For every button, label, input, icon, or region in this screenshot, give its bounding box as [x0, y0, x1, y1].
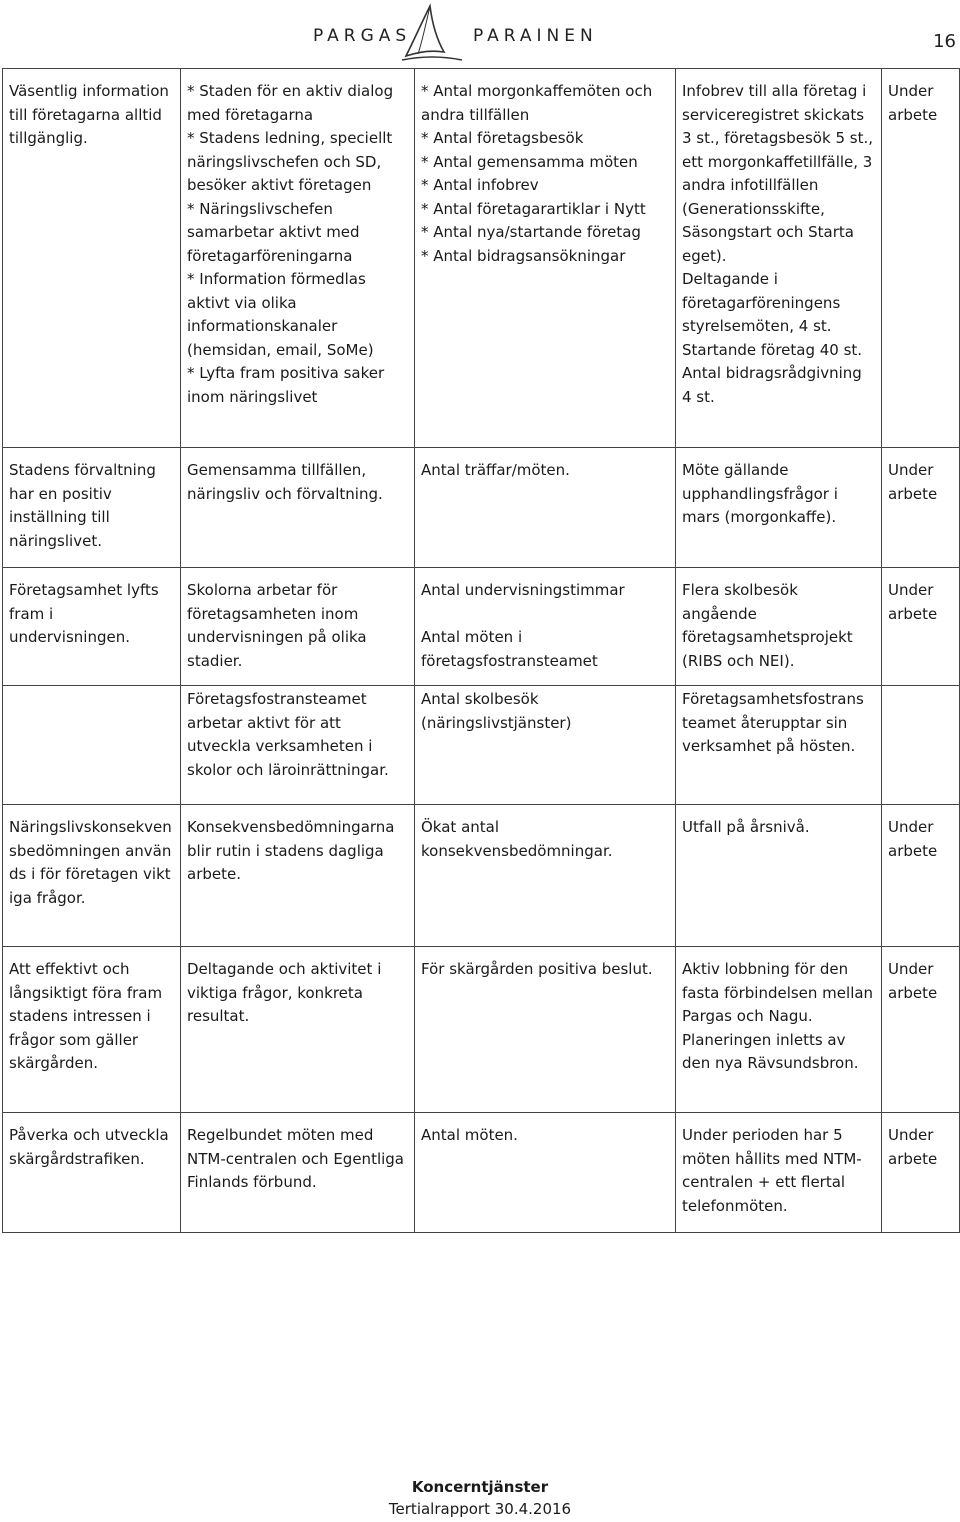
- goal-cell: Att effektivt och långsiktigt föra fram stadens intressen i frågor som gäller skärgården.: [3, 947, 181, 1113]
- indicator-cell: Antal träffar/möten.: [415, 448, 676, 568]
- table-row: [3, 448, 960, 568]
- status-cell: Under arbete: [882, 1113, 960, 1233]
- indicator-cell: Antal skolbesök (näringslivstjänster): [415, 686, 676, 805]
- status-cell: Under arbete: [882, 805, 960, 947]
- status-cell: Under arbete: [882, 448, 960, 568]
- indicator-cell: Antal undervisningstimmar Antal möten i företagsfostransteamet: [415, 568, 676, 686]
- page-header: [0, 0, 960, 68]
- measure-cell: Konsekvensbedömningarna blir rutin i stadens dagliga arbete.: [181, 805, 415, 947]
- result-cell: Företagsamhetsfostrans teamet återupptar sin verksamhet på hösten.: [676, 686, 882, 805]
- status-cell: Under arbete: [882, 568, 960, 686]
- goal-cell: Väsentlig information till företagarna alltid tillgänglig.: [3, 69, 181, 448]
- measure-cell: Deltagande och aktivitet i viktiga frågor, konkreta resultat.: [181, 947, 415, 1113]
- result-cell: Utfall på årsnivå.: [676, 805, 882, 947]
- table-row: [3, 947, 960, 1113]
- goal-cell: Företagsamhet lyfts fram i undervisningen.: [3, 568, 181, 686]
- result-cell: Flera skolbesök angående företagsamhetsprojekt (RIBS och NEI).: [676, 568, 882, 686]
- status-cell: Under arbete: [882, 947, 960, 1113]
- footer-department: Koncerntjänster: [411, 1478, 549, 1496]
- goal-cell: Näringslivskonsekvensbedömningen används i för företagen viktiga frågor.: [3, 805, 181, 947]
- result-cell: Under perioden har 5 möten hållits med NTM-centralen + ett flertal telefonmöten.: [676, 1113, 882, 1233]
- goal-cell: Stadens förvaltning har en positiv inställning till näringslivet.: [3, 448, 181, 568]
- table-row: [3, 69, 960, 448]
- status-cell: [882, 686, 960, 805]
- indicator-cell: * Antal morgonkaffemöten och andra tillfällen * Antal företagsbesök * Antal gemensamma möten * Antal infobrev * Antal företagarartiklar i Nytt * Antal nya/startande företag * Antal bidragsansökningar: [415, 69, 676, 448]
- result-cell: Aktiv lobbning för den fasta förbindelsen mellan Pargas och Nagu. Planeringen inletts av den nya Rävsundsbron.: [676, 947, 882, 1113]
- goal-cell: Påverka och utveckla skärgårdstrafiken.: [3, 1113, 181, 1233]
- measure-cell: Företagsfostransteamet arbetar aktivt för att utveckla verksamheten i skolor och läroinrättningar.: [181, 686, 415, 805]
- footer-report: Tertialrapport 30.4.2016: [388, 1500, 572, 1518]
- indicator-cell: Ökat antal konsekvensbedömningar.: [415, 805, 676, 947]
- result-cell: Möte gällande upphandlingsfrågor i mars (morgonkaffe).: [676, 448, 882, 568]
- measure-cell: Skolorna arbetar för företagsamheten inom undervisningen på olika stadier.: [181, 568, 415, 686]
- indicator-cell: Antal möten.: [415, 1113, 676, 1233]
- goal-cell: [3, 686, 181, 805]
- table-row: [3, 805, 960, 947]
- page-number: 16: [933, 31, 956, 52]
- measure-cell: Regelbundet möten med NTM-centralen och Egentliga Finlands förbund.: [181, 1113, 415, 1233]
- table-row: [3, 568, 960, 686]
- report-table: [2, 68, 960, 1233]
- logo-text-pargas: PARGAS: [313, 26, 412, 46]
- status-cell: Under arbete: [882, 69, 960, 448]
- table-row: [3, 1113, 960, 1233]
- measure-cell: * Staden för en aktiv dialog med företagarna * Stadens ledning, speciellt näringslivschefen och SD, besöker aktivt företagen * Näringslivschefen samarbetar aktivt med företagarföreningarna * Information förmedlas aktivt via olika informationskanaler (hemsidan, email, SoMe) * Lyfta fram positiva saker inom näringslivet: [181, 69, 415, 448]
- indicator-cell: För skärgården positiva beslut.: [415, 947, 676, 1113]
- result-cell: Infobrev till alla företag i serviceregistret skickats 3 st., företagsbesök 5 st., ett morgonkaffetillfälle, 3 andra infotillfällen (Generationsskifte, Säsongstart och Starta eget). Deltagande i företagarföreningens styrelsemöten, 4 st. Startande företag 40 st. Antal bidragsrådgivning 4 st.: [676, 69, 882, 448]
- logo-text-parainen: PARAINEN: [473, 26, 598, 46]
- sail-logo-icon: [398, 2, 466, 64]
- table-row: [3, 686, 960, 805]
- measure-cell: Gemensamma tillfällen, näringsliv och förvaltning.: [181, 448, 415, 568]
